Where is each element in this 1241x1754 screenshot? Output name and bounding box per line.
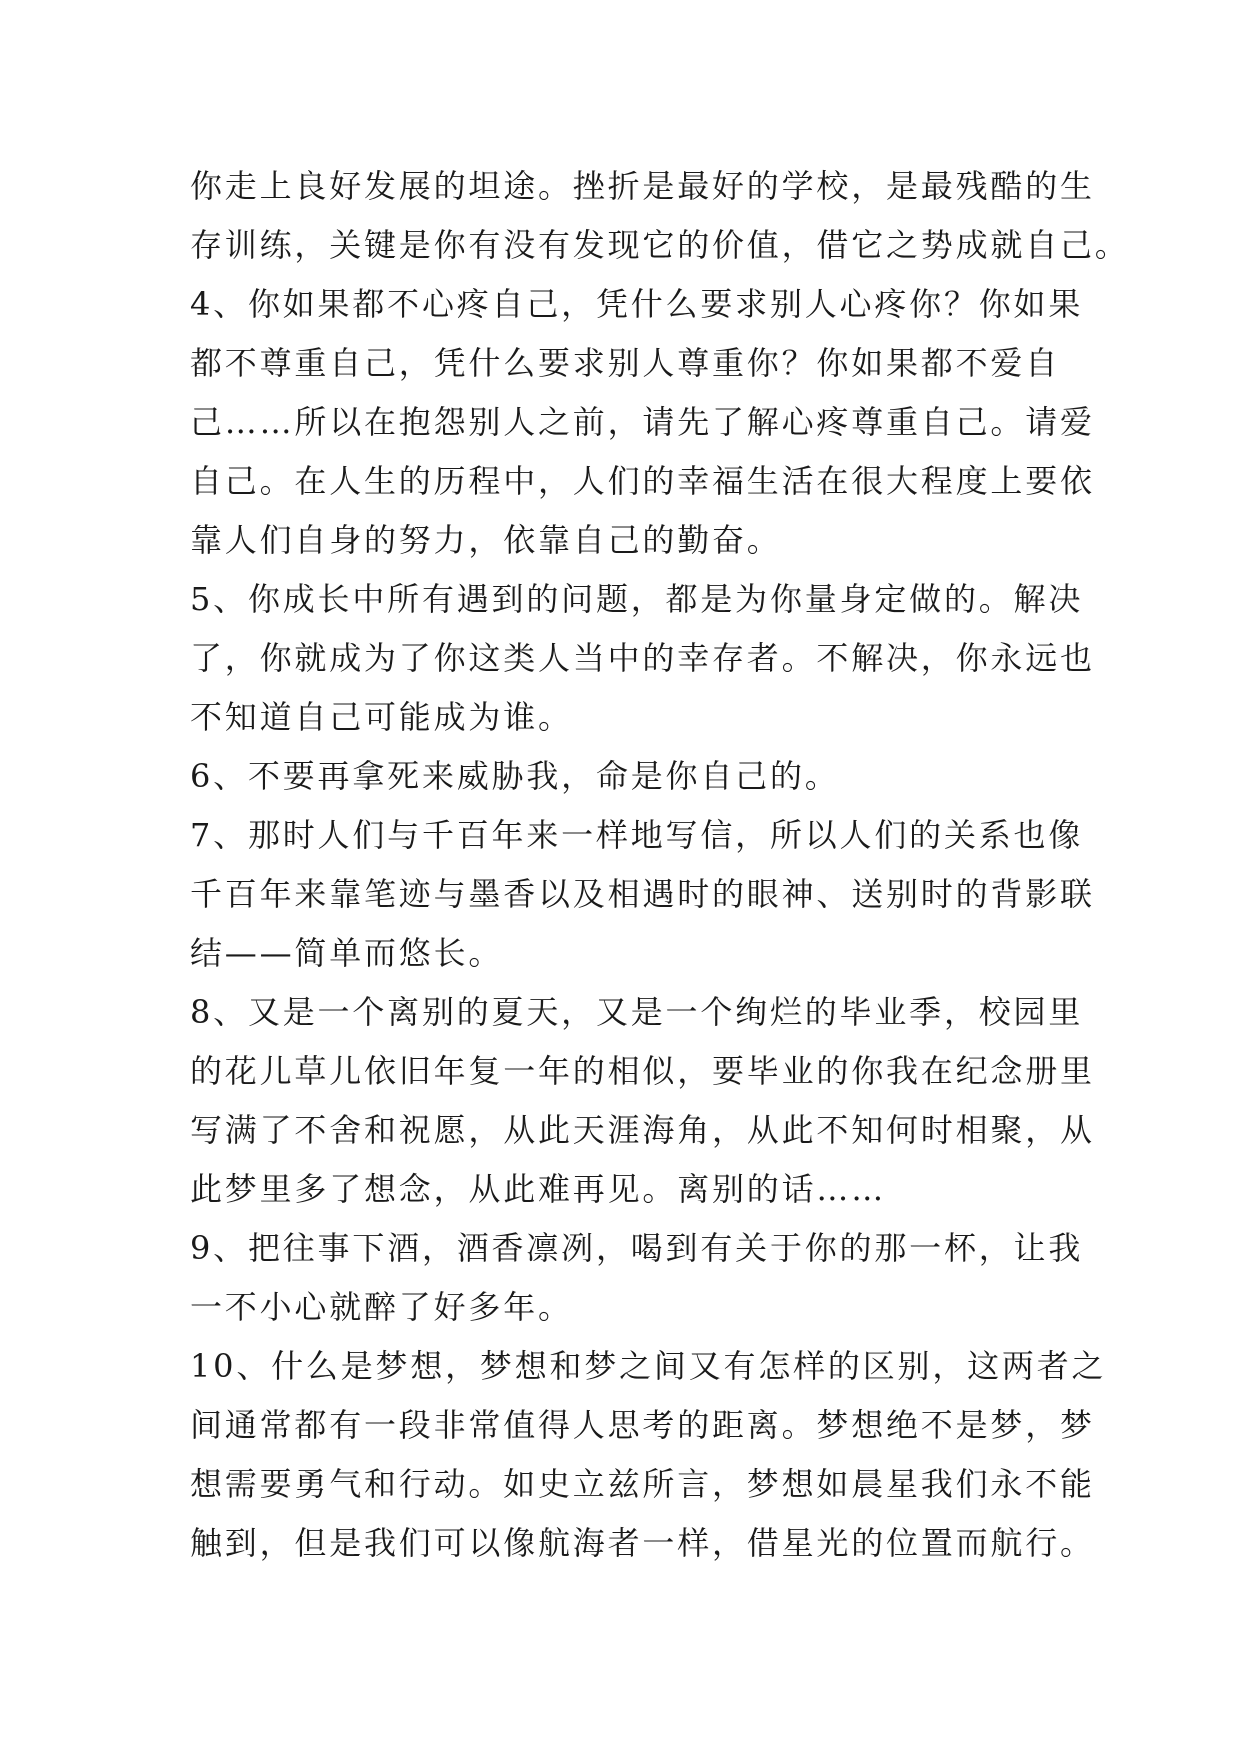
text-line: 己……所以在抱怨别人之前，请先了解心疼尊重自己。请爱	[190, 403, 1095, 441]
text-line: 7、那时人们与千百年来一样地写信，所以人们的关系也像	[190, 816, 1084, 854]
text-line: 千百年来靠笔迹与墨香以及相遇时的眼神、送别时的背影联	[190, 875, 1095, 913]
text-line: 间通常都有一段非常值得人思考的距离。梦想绝不是梦，梦	[190, 1406, 1095, 1444]
text-line: 此梦里多了想念，从此难再见。离别的话……	[190, 1170, 887, 1208]
text-line: 的花儿草儿依旧年复一年的相似，要毕业的你我在纪念册里	[190, 1052, 1095, 1090]
text-line: 靠人们自身的努力，依靠自己的勤奋。	[190, 521, 782, 559]
text-line: 了，你就成为了你这类人当中的幸存者。不解决，你永远也	[190, 639, 1095, 677]
text-line: 结——简单而悠长。	[190, 934, 504, 972]
text-line: 存训练，关键是你有没有发现它的价值，借它之势成就自己。	[190, 226, 1130, 264]
text-line: 自己。在人生的历程中，人们的幸福生活在很大程度上要依	[190, 462, 1095, 500]
text-line: 10、什么是梦想，梦想和梦之间又有怎样的区别，这两者之	[190, 1347, 1107, 1385]
text-line: 你走上良好发展的坦途。挫折是最好的学校，是最残酷的生	[190, 167, 1095, 205]
text-line: 不知道自己可能成为谁。	[190, 698, 573, 736]
body-text	[190, 157, 1130, 1573]
text-line: 6、不要再拿死来威胁我，命是你自己的。	[190, 757, 840, 795]
text-line: 触到，但是我们可以像航海者一样，借星光的位置而航行。	[190, 1524, 1095, 1562]
text-line: 想需要勇气和行动。如史立兹所言，梦想如晨星我们永不能	[190, 1465, 1095, 1503]
text-line: 写满了不舍和祝愿，从此天涯海角，从此不知何时相聚，从	[190, 1111, 1095, 1149]
text-line: 9、把往事下酒，酒香凛冽，喝到有关于你的那一杯，让我	[190, 1229, 1084, 1267]
text-line: 5、你成长中所有遇到的问题，都是为你量身定做的。解决	[190, 580, 1084, 618]
text-line: 一不小心就醉了好多年。	[190, 1288, 573, 1326]
text-line: 4、你如果都不心疼自己，凭什么要求别人心疼你？你如果	[190, 285, 1084, 323]
text-line: 8、又是一个离别的夏天，又是一个绚烂的毕业季，校园里	[190, 993, 1084, 1031]
text-line: 都不尊重自己，凭什么要求别人尊重你？你如果都不爱自	[190, 344, 1061, 382]
